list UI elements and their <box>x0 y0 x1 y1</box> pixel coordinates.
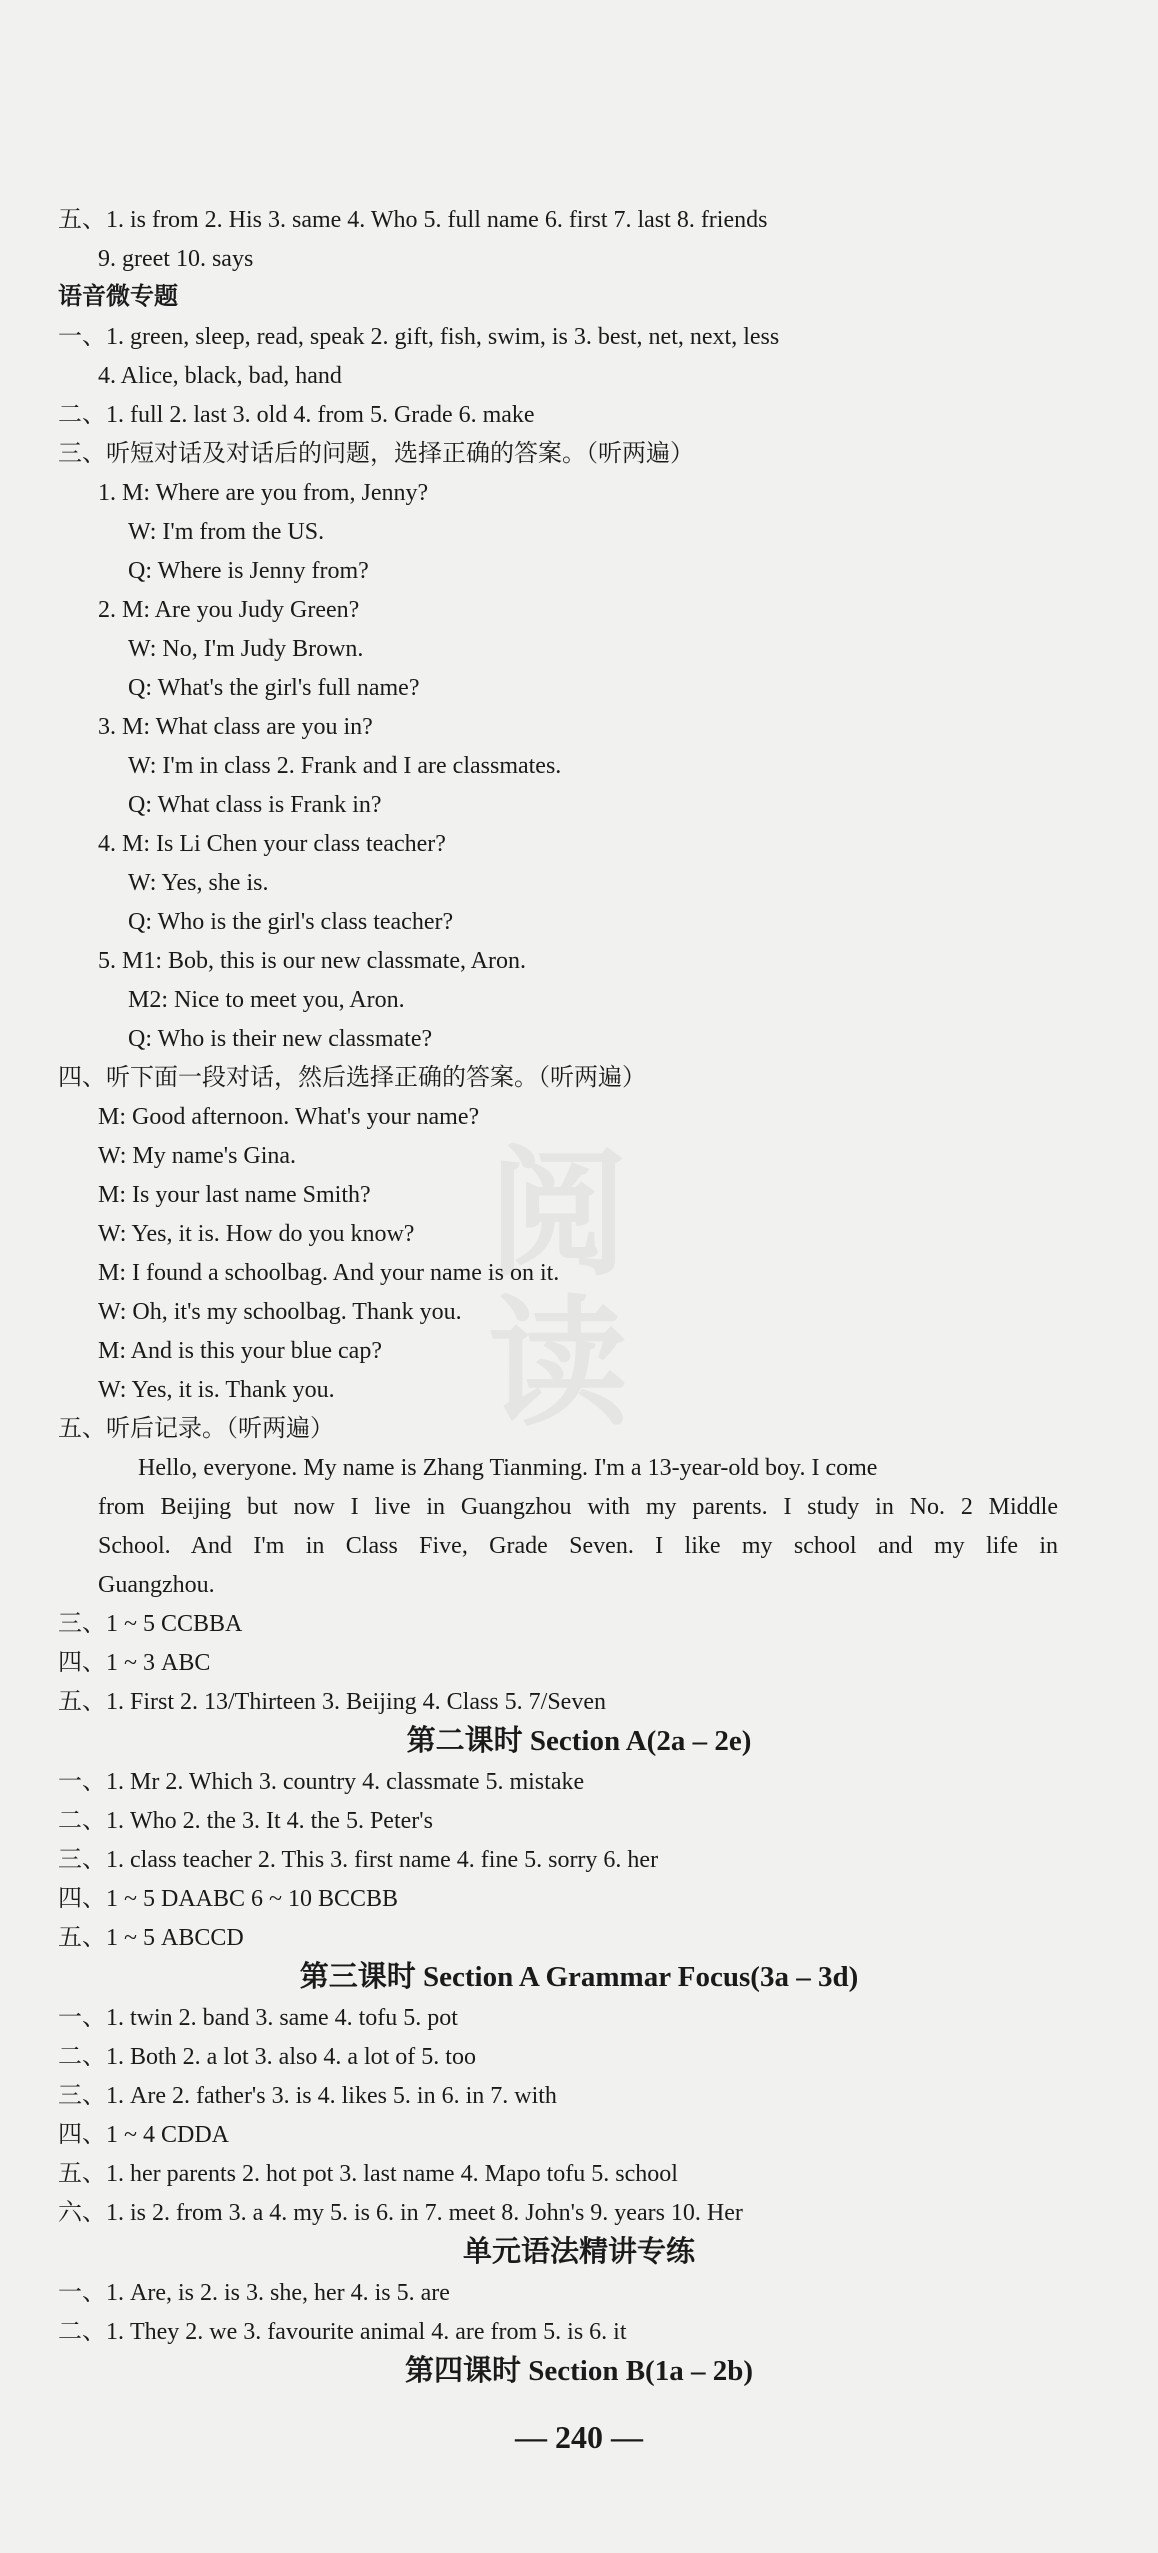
text-line: 五、1. First 2. 13/Thirteen 3. Beijing 4. Class 5. 7/Seven <box>58 1689 606 1715</box>
text-line: 四、1 ~ 4 CDDA <box>58 2122 229 2148</box>
text-line: 2. M: Are you Judy Green? <box>98 597 360 623</box>
text-line: 四、听下面一段对话，然后选择正确的答案。（听两遍） <box>58 1065 646 1091</box>
text-line: W: Oh, it's my schoolbag. Thank you. <box>98 1299 462 1325</box>
text-line: 四、1 ~ 5 DAABC 6 ~ 10 BCCBB <box>58 1886 399 1912</box>
text-line: 一、1. Mr 2. Which 3. country 4. classmate 5. mistake <box>58 1769 585 1795</box>
text-line: M: Is your last name Smith? <box>98 1182 371 1208</box>
text-line: W: I'm from the US. <box>128 519 325 545</box>
paragraph-line: School. And I'm in Class Five, Grade Seven. I like my school and my life in <box>98 1533 1058 1559</box>
text-line: W: Yes, she is. <box>128 870 269 896</box>
text-line: 五、1. is from 2. His 3. same 4. Who 5. full name 6. first 7. last 8. friends <box>58 207 768 233</box>
text-line: W: Yes, it is. Thank you. <box>98 1377 335 1403</box>
text-line: 六、1. is 2. from 3. a 4. my 5. is 6. in 7. meet 8. John's 9. years 10. Her <box>58 2200 743 2226</box>
text-line: W: My name's Gina. <box>98 1143 297 1169</box>
text-line: Q: Where is Jenny from? <box>128 558 369 584</box>
text-line: 二、1. full 2. last 3. old 4. from 5. Grade 6. make <box>58 402 535 428</box>
text-line: Q: Who is the girl's class teacher? <box>128 909 454 935</box>
text-line: M2: Nice to meet you, Aron. <box>128 987 405 1013</box>
text-line: 二、1. They 2. we 3. favourite animal 4. are from 5. is 6. it <box>58 2319 627 2345</box>
text-line: 三、1 ~ 5 CCBBA <box>58 1611 243 1637</box>
paragraph-line: Hello, everyone. My name is Zhang Tianming. I'm a 13-year-old boy. I come <box>138 1455 878 1481</box>
text-line: 一、1. twin 2. band 3. same 4. tofu 5. pot <box>58 2005 458 2031</box>
text-line: Q: Who is their new classmate? <box>128 1026 433 1052</box>
text-line: 5. M1: Bob, this is our new classmate, Aron. <box>98 948 526 974</box>
text-line: 1. M: Where are you from, Jenny? <box>98 480 429 506</box>
lesson-heading: 单元语法精讲专练 <box>462 2236 695 2268</box>
text-line: M: Good afternoon. What's your name? <box>98 1104 480 1130</box>
section-title: 语音微专题 <box>58 284 178 310</box>
text-line: 三、听短对话及对话后的问题，选择正确的答案。（听两遍） <box>58 441 694 467</box>
text-line: 三、1. Are 2. father's 3. is 4. likes 5. in 6. in 7. with <box>58 2083 557 2109</box>
lesson-heading: 第二课时 Section A(2a – 2e) <box>406 1725 752 1757</box>
text-line: 二、1. Who 2. the 3. It 4. the 5. Peter's <box>58 1808 433 1834</box>
text-line: Q: What class is Frank in? <box>128 792 382 818</box>
text-line: 五、听后记录。（听两遍） <box>58 1416 334 1442</box>
text-line: 3. M: What class are you in? <box>98 714 373 740</box>
watermark-logo: 阅 读 <box>487 1133 628 1446</box>
text-line: 五、1 ~ 5 ABCCD <box>58 1925 244 1951</box>
lesson-heading: 第三课时 Section A Grammar Focus(3a – 3d) <box>299 1961 859 1993</box>
text-line: W: I'm in class 2. Frank and I are classmates. <box>128 753 562 779</box>
paragraph-line: from Beijing but now I live in Guangzhou with my parents. I study in No. 2 Middle <box>98 1494 1058 1520</box>
page-number: — 240 — <box>515 2419 643 2455</box>
text-line: Q: What's the girl's full name? <box>128 675 420 701</box>
text-line: 一、1. Are, is 2. is 3. she, her 4. is 5. are <box>58 2280 450 2306</box>
text-line: W: Yes, it is. How do you know? <box>98 1221 415 1247</box>
text-line: 二、1. Both 2. a lot 3. also 4. a lot of 5. too <box>58 2044 476 2070</box>
text-line: 三、1. class teacher 2. This 3. first name 4. fine 5. sorry 6. her <box>58 1847 659 1873</box>
text-line: 4. Alice, black, bad, hand <box>98 363 342 389</box>
lesson-heading: 第四课时 Section B(1a – 2b) <box>404 2355 753 2387</box>
text-line: 9. greet 10. says <box>98 246 254 272</box>
paragraph-line: Guangzhou. <box>98 1572 215 1598</box>
text-line: 五、1. her parents 2. hot pot 3. last name 4. Mapo tofu 5. school <box>58 2161 678 2187</box>
text-line: M: I found a schoolbag. And your name is on it. <box>98 1260 560 1286</box>
text-line: 4. M: Is Li Chen your class teacher? <box>98 831 446 857</box>
text-line: 四、1 ~ 3 ABC <box>58 1650 211 1676</box>
text-line: W: No, I'm Judy Brown. <box>128 636 364 662</box>
text-line: 一、1. green, sleep, read, speak 2. gift, fish, swim, is 3. best, net, next, less <box>58 324 780 350</box>
text-line: M: And is this your blue cap? <box>98 1338 382 1364</box>
